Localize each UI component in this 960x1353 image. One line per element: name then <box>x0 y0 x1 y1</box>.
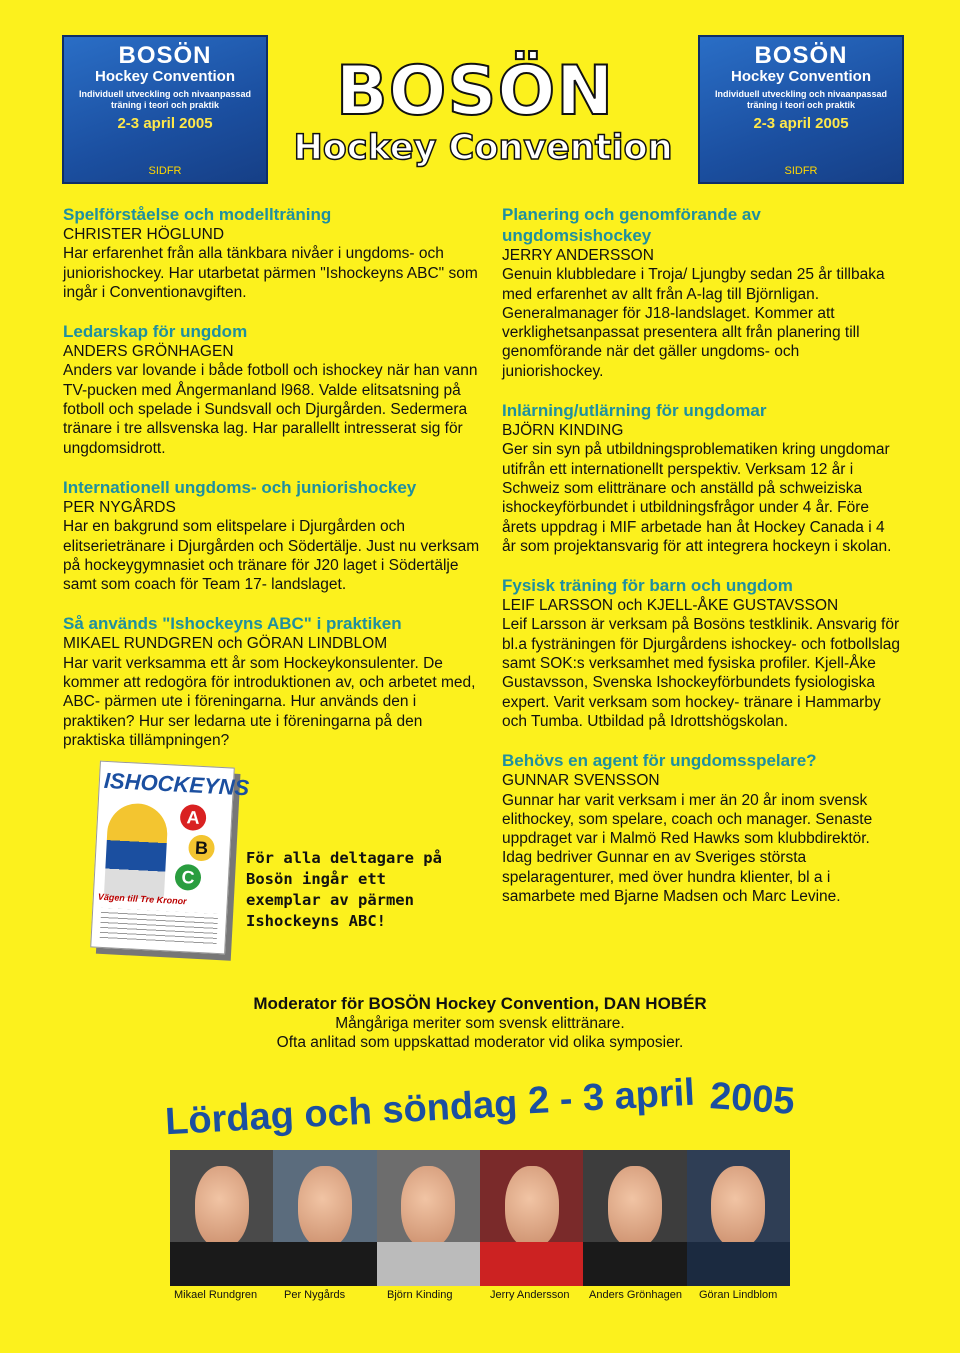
speaker-photo <box>583 1150 686 1286</box>
moderator-line-1: Mångåriga meriter som svensk elittränare. <box>335 1014 625 1032</box>
speaker-photo <box>377 1150 480 1286</box>
poster-title: BOSÖN <box>754 42 848 69</box>
section-text: Genuin klubbledare i Troja/ Ljungby sedan 25 år tillbaka med erfarenhet av allt från A-lag till Björnligan. Generalmanager för J18-landslaget. Kommer att verklighetsanpassat presentera allt från planering till genomförande när det gäller ungdoms- och juniorishockey. <box>502 266 885 380</box>
caption-bjorn-kinding: Björn Kinding <box>387 1289 453 1301</box>
binder-title: ISHOCKEYNS <box>103 767 250 801</box>
section-inlarning <box>502 400 902 556</box>
poster-description: Individuell utveckling och nivaanpassad träning i teori och praktik <box>714 89 888 110</box>
left-column <box>63 204 483 769</box>
convention-poster-left <box>62 35 268 184</box>
binder-text-lines <box>100 908 219 946</box>
dates-weekdays: Lördag och söndag <box>164 1082 519 1144</box>
page-title: BOSÖN <box>335 52 615 131</box>
moderator-line-2: Ofta anlitad som uppskattad moderator vid olika symposier. <box>276 1034 684 1051</box>
poster-description: Individuell utveckling och nivaanpassad träning i teori och praktik <box>78 89 252 110</box>
poster-title: BOSÖN <box>118 42 212 69</box>
poster-date: 2-3 april 2005 <box>753 115 849 132</box>
speaker-name: GUNNAR SVENSSON <box>502 772 660 790</box>
section-heading: Fysisk träning för barn och ungdom <box>502 576 793 596</box>
dates-year: 2005 <box>708 1075 796 1123</box>
binder-tagline: Vägen till Tre Kronor <box>97 891 187 907</box>
section-fysisk-traning <box>502 575 902 731</box>
speaker-name: PER NYGÅRDS <box>63 498 176 516</box>
section-heading: Inlärning/utlärning för ungdomar <box>502 401 767 421</box>
section-heading: Så används "Ishockeyns ABC" i praktiken <box>63 614 402 634</box>
speaker-photo <box>273 1150 376 1286</box>
photo-captions <box>170 1289 790 1305</box>
section-heading: Spelförståelse och modellträning <box>63 205 332 224</box>
letter-b-badge: B <box>188 834 215 861</box>
speaker-photo-strip <box>170 1150 790 1286</box>
letter-c-badge: C <box>174 864 201 891</box>
speaker-name: ANDERS GRÖNHAGEN <box>63 343 234 361</box>
speaker-name: MIKAEL RUNDGREN och GÖRAN LINDBLOM <box>63 635 388 653</box>
caption-per-nygards: Per Nygårds <box>284 1289 346 1301</box>
poster-logos: SIDFR <box>784 165 818 177</box>
speaker-photo <box>170 1150 273 1286</box>
moderator-block <box>150 994 810 1053</box>
poster-date: 2-3 april 2005 <box>117 115 213 132</box>
caption-goran-lindblom: Göran Lindblom <box>699 1289 778 1301</box>
speaker-photo <box>687 1150 790 1286</box>
speaker-photo <box>480 1150 583 1286</box>
poster-logos: SIDFR <box>148 165 182 177</box>
speaker-name: BJÖRN KINDING <box>502 422 624 440</box>
page-subtitle: Hockey Convention <box>293 128 673 168</box>
section-spelforstaelse <box>63 204 483 302</box>
section-text: Har varit verksamma ett år som Hockeykonsulenter. De kommer att redogöra för introduktionen av, och arbetet med, ABC- pärmen ute i föreningarna. Hur används den i praktiken? Hur ser ledarna ute i föreningarna på den praktiska tillämpningen? <box>63 654 476 749</box>
moderator-heading: Moderator för BOSÖN Hockey Convention, DAN HOBÉR <box>253 994 707 1013</box>
binder-note: För alla deltagare på Bosön ingår ett exemplar av pärmen Ishockeyns ABC! <box>246 849 442 930</box>
section-text: Gunnar har varit verksam i mer än 20 år inom svensk elithockey, som spelare, coach och manager. Senaste uppdraget var i Malmö Red Hawks som klubbdirektör. Idag bedriver Gunnar en av Sveriges största spelaragenturer, med över hundra klienter, bl a i samarbete med Bjarne Madsen och Marc Levine. <box>502 791 873 906</box>
section-text: Leif Larsson är verksam på Bosöns testklinik. Ansvarig för bl.a fysträningen för Djurgårdens ishockey- och fotbollslag samt SOK:s verksamhet med fysiska profiler. Kjell-Åke Gustavsson, Svenska Ishockeyförbundets fysiologiska expert. Varit verksam som hockey- tränare i Hammarby och Tumba. Utbildad på Idrottshögskolan. <box>502 616 901 730</box>
abc-binder-image <box>90 761 250 955</box>
poster-subtitle: Hockey Convention <box>730 68 872 85</box>
section-abc-praktiken <box>63 613 483 750</box>
caption-jerry-andersson: Jerry Andersson <box>490 1289 570 1301</box>
poster-subtitle: Hockey Convention <box>94 68 236 85</box>
letter-a-badge: A <box>179 804 206 831</box>
section-agent <box>502 750 902 906</box>
convention-poster-right <box>698 35 904 184</box>
right-column <box>502 204 902 925</box>
section-heading: Internationell ungdoms- och juniorishockey <box>63 477 417 497</box>
dates-days-month: 2 - 3 april <box>526 1071 696 1123</box>
section-heading: Planering och genomförande av ungdomsishockey <box>502 205 761 245</box>
section-text: Har erfarenhet från alla tänkbara nivåer i ungdoms- och juniorishockey. Har utarbetat pärmen "Ishockeyns ABC" som ingår i Conventionavgiften. <box>63 245 478 301</box>
section-internationell <box>63 477 483 594</box>
section-text: Ger sin syn på utbildningsproblematiken kring ungdomar utifrån ett internationellt perspektiv. Verksam 12 år i Schweiz som elittränare och anställd på schweiziska ishockeyförbundet i utbildningsfrågor under 4 år. Före årets uppdrag i MIF arbetade han åt Hockey Canada i 4 år som projektansvarig för att integrera hockeyn i skolan. <box>502 441 892 555</box>
caption-mikael-rundgren: Mikael Rundgren <box>174 1289 258 1301</box>
section-heading: Ledarskap för ungdom <box>63 322 248 342</box>
speaker-name: LEIF LARSSON och KJELL-ÅKE GUSTAVSSON <box>502 597 839 615</box>
speaker-name: JERRY ANDERSSON <box>502 247 654 264</box>
speaker-name: CHRISTER HÖGLUND <box>63 226 225 243</box>
caption-anders-gronhagen: Anders Grönhagen <box>589 1289 682 1301</box>
section-text: Har en bakgrund som elitspelare i Djurgården och elitserietränare i Djurgården och Södertälje. Just nu verksam på hockeygymnasiet och tränare för J20 laget i Södertälje samt som coach för Team 17- landslaget. <box>63 518 480 594</box>
section-heading: Behövs en agent för ungdomsspelare? <box>502 751 817 771</box>
section-ledarskap <box>63 321 483 458</box>
event-dates-banner <box>160 1071 820 1144</box>
section-text: Anders var lovande i både fotboll och ishockey när han vann TV-pucken med Ångermanland l968. Valde elitsatsning på fotboll och spelade i Sundsvall och Djurgården. Sedermera tränare i tre allsvenska lag. Har parallellt intresserat sig för ungdomsidrott. <box>63 362 478 457</box>
hockey-player-icon <box>104 802 169 900</box>
section-planering <box>502 204 902 381</box>
